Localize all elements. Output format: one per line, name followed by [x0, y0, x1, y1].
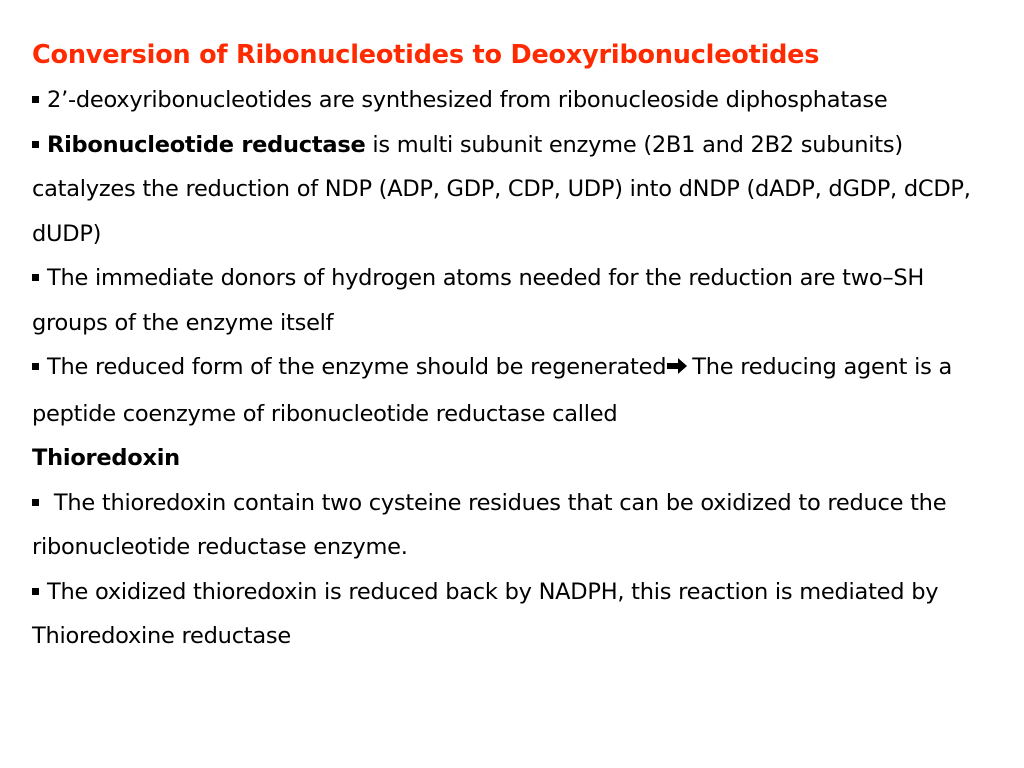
slide-title: Conversion of Ribonucleotides to Deoxyribonucleotides	[32, 40, 820, 70]
bullet-text: The immediate donors of hydrogen atoms needed for the reduction are two–SH groups of the enzyme itself	[32, 265, 925, 336]
slide	[32, 34, 996, 659]
bullet-item-3	[32, 256, 996, 345]
bullet-item-6	[32, 570, 996, 659]
bullet-item-5	[32, 481, 996, 570]
bullet-text: The thioredoxin contain two cysteine residues that can be oxidized to reduce the ribonucleotide reductase enzyme.	[32, 489, 947, 560]
bullet-item-2	[32, 123, 996, 257]
square-bullet-icon	[32, 588, 39, 595]
bullet-item-4	[32, 345, 996, 481]
bullet-text: is multi subunit enzyme (2B1 and 2B2 subunits) catalyzes the reduction of NDP (ADP, GDP, CDP, UDP) into dNDP (dADP, dGDP, dCDP, dUDP)	[32, 131, 971, 247]
bullet-text-after-arrow: The reducing agent is a peptide coenzyme of ribonucleotide reductase called	[32, 354, 953, 427]
bullet-bold-term: Ribonucleotide reductase	[47, 131, 366, 158]
bullet-list	[32, 78, 996, 659]
bullet-item-1	[32, 78, 996, 123]
bullet-text: The oxidized thioredoxin is reduced back by NADPH, this reaction is mediated by Thioredoxine reductase	[32, 578, 939, 649]
square-bullet-icon	[32, 141, 39, 148]
bullet-text: 2’-deoxyribonucleotides are synthesized from ribonucleoside diphosphatase	[47, 87, 888, 113]
square-bullet-icon	[32, 96, 39, 103]
bullet-bold-term: Thioredoxin	[32, 445, 180, 471]
square-bullet-icon	[32, 274, 39, 281]
bullet-text-before-arrow: The reduced form of the enzyme should be regenerated	[47, 354, 667, 380]
square-bullet-icon	[32, 499, 39, 506]
square-bullet-icon	[32, 363, 39, 370]
right-arrow-icon	[666, 347, 688, 392]
